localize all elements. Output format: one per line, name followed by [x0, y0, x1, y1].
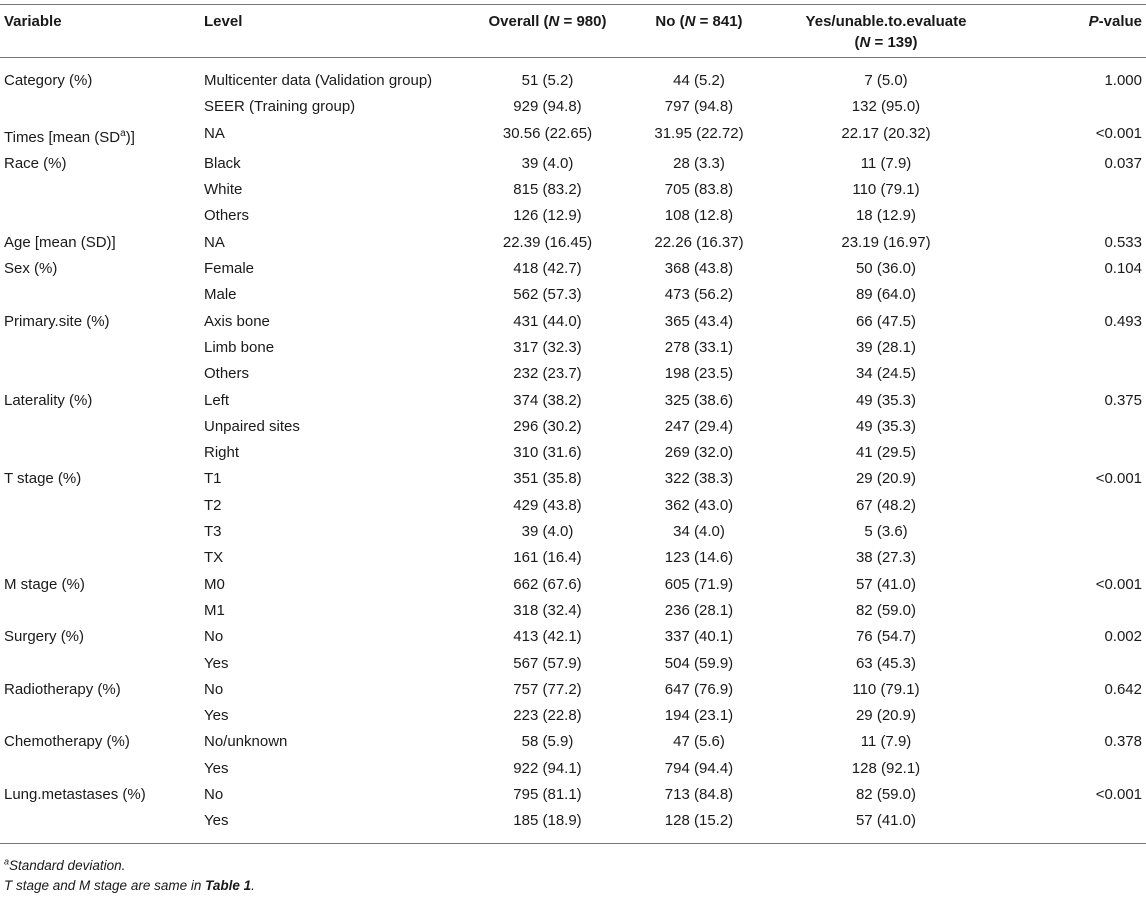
cell-pvalue: [999, 414, 1146, 440]
table-row: [0, 624, 1146, 650]
cell-pvalue: [999, 177, 1146, 203]
cell-overall: 185 (18.9): [470, 808, 625, 843]
cell-variable: Laterality (%): [4, 391, 93, 409]
cell-pvalue: 0.037: [1104, 154, 1142, 172]
cell-yes: 63 (45.3): [855, 654, 917, 672]
header-overall: Overall (N = 980): [470, 5, 625, 58]
cell-yes: 41 (29.5): [855, 444, 917, 462]
cell-level: Axis bone: [204, 312, 270, 330]
cell-pvalue: [999, 203, 1146, 229]
cell-level: White: [204, 181, 243, 199]
cell-level: Limb bone: [204, 338, 275, 356]
cell-no: 362 (43.0): [664, 496, 734, 514]
cell-no: 647 (76.9): [664, 680, 734, 698]
cell-pvalue: [999, 493, 1146, 519]
cell-level: Others: [204, 207, 250, 225]
cell-level: Others: [204, 365, 250, 383]
cell-pvalue: [999, 361, 1146, 387]
cell-level: Left: [204, 391, 230, 409]
cell-overall: 317 (32.3): [513, 338, 582, 356]
cell-no: 365 (43.4): [664, 312, 734, 330]
cell-no: 797 (94.8): [664, 98, 734, 116]
cell-yes: 11 (7.9): [860, 733, 912, 751]
cell-overall: 58 (5.9): [521, 733, 574, 751]
cell-overall: 161 (16.4): [513, 549, 582, 567]
cell-variable: [0, 335, 200, 361]
cell-level: Right: [204, 444, 240, 462]
table-row: [0, 203, 1146, 229]
cell-pvalue: [999, 756, 1146, 782]
cell-yes: 57 (41.0): [855, 575, 917, 593]
cell-pvalue: [999, 703, 1146, 729]
cell-overall: 374 (38.2): [513, 391, 582, 409]
cell-variable: Times [mean $(SD^a)$]: [4, 127, 135, 146]
cell-yes: 67 (48.2): [855, 496, 917, 514]
cell-variable: M stage (%): [4, 575, 85, 593]
cell-overall: 39 (4.0): [521, 154, 574, 172]
cell-yes: 76 (54.7): [855, 628, 917, 646]
cell-no: 278 (33.1): [664, 338, 734, 356]
header-variable: Variable: [0, 5, 200, 58]
cell-pvalue: <0.001: [1095, 124, 1142, 142]
cell-yes: 18 (12.9): [855, 207, 917, 225]
cell-level: Black: [204, 154, 241, 172]
cell-yes: 7 (5.0): [864, 72, 908, 89]
cell-variable: [0, 414, 200, 440]
cell-level: TX: [204, 549, 224, 567]
cell-yes: 110 (79.1): [852, 680, 920, 698]
table-row: [0, 177, 1146, 203]
cell-level: T3: [204, 523, 222, 541]
cell-variable: [0, 361, 200, 387]
cell-level: No: [204, 680, 224, 698]
cell-overall: 922 (94.1): [513, 759, 582, 777]
cell-pvalue: 0.104: [1104, 260, 1142, 278]
cell-overall: 757 (77.2): [513, 680, 582, 698]
table-row: [0, 151, 1146, 177]
cell-yes: 50 (36.0): [855, 260, 917, 278]
cell-pvalue: <0.001: [1095, 786, 1142, 804]
cell-variable: [0, 94, 200, 120]
table-row: [0, 729, 1146, 755]
table-row: [0, 808, 1146, 843]
cell-overall: 662 (67.6): [513, 575, 582, 593]
cell-overall: 22.39 (16.45): [502, 233, 593, 251]
cell-variable: Chemotherapy (%): [4, 733, 130, 751]
cell-yes: 57 (41.0): [773, 808, 999, 843]
cell-overall: 310 (31.6): [513, 444, 582, 462]
cell-level: Yes: [200, 808, 470, 843]
cell-variable: Radiotherapy (%): [4, 680, 121, 698]
cell-overall: 929 (94.8): [513, 98, 582, 116]
cell-yes: 29 (20.9): [855, 470, 917, 488]
cell-overall: 51 (5.2): [521, 72, 574, 89]
cell-overall: 232 (23.7): [513, 365, 582, 383]
cell-pvalue: [999, 808, 1146, 843]
cell-pvalue: 0.375: [1104, 391, 1142, 409]
table-row: [0, 677, 1146, 703]
cell-pvalue: 0.493: [1104, 312, 1142, 330]
cell-yes: 34 (24.5): [855, 365, 917, 383]
cell-overall: 418 (42.7): [513, 260, 582, 278]
table-row: [0, 361, 1146, 387]
cell-yes: 82 (59.0): [855, 601, 917, 619]
cell-overall: 795 (81.1): [513, 786, 582, 804]
cell-no: 31.95 (22.72): [654, 124, 744, 142]
cell-variable: Category (%): [4, 72, 93, 89]
cell-variable: Race (%): [4, 154, 67, 172]
cell-no: 322 (38.3): [664, 470, 734, 488]
cell-overall: 413 (42.1): [513, 628, 582, 646]
table-row: [0, 282, 1146, 308]
table-row: [0, 58, 1146, 95]
cell-variable: Surgery (%): [4, 628, 85, 646]
cell-variable: Sex (%): [4, 260, 58, 278]
table-row: [0, 782, 1146, 808]
table-row: [0, 493, 1146, 519]
cell-no: 504 (59.9): [664, 654, 734, 672]
header-level: Level: [200, 5, 470, 58]
cell-no: 794 (94.4): [664, 759, 734, 777]
table-row: [0, 703, 1146, 729]
cell-pvalue: [999, 94, 1146, 120]
cell-variable: [0, 177, 200, 203]
cell-level: Yes: [204, 654, 229, 672]
cell-no: 28 (3.3): [673, 154, 725, 172]
footnote-1: $^a$Standard deviation.: [4, 856, 126, 873]
cell-overall: 30.56 (22.65): [502, 124, 593, 142]
cell-level: Yes: [204, 759, 229, 777]
cell-pvalue: [999, 598, 1146, 624]
data-table: [0, 4, 1146, 844]
cell-level: Female: [204, 260, 255, 278]
cell-no: 47 (5.6): [673, 733, 725, 751]
cell-variable: [0, 703, 200, 729]
cell-pvalue: [999, 545, 1146, 571]
cell-no: 44 (5.2): [673, 72, 725, 89]
cell-level: M1: [204, 601, 225, 619]
cell-variable: [0, 651, 200, 677]
cell-yes: 132 (95.0): [851, 98, 921, 116]
table-row: [0, 388, 1146, 414]
footnote-2: T stage and M stage are same in Table 1.: [4, 878, 255, 893]
cell-no: 194 (23.1): [664, 707, 734, 725]
cell-overall: 351 (35.8): [513, 470, 582, 488]
cell-yes: 39 (28.1): [855, 338, 917, 356]
table-footnotes: [4, 856, 255, 896]
cell-no: 247 (29.4): [664, 417, 734, 435]
cell-variable: [0, 756, 200, 782]
cell-overall: 296 (30.2): [513, 417, 582, 435]
table-row: [0, 414, 1146, 440]
table-row: [0, 598, 1146, 624]
cell-yes: 22.17 (20.32): [841, 124, 931, 142]
cell-variable: [0, 808, 200, 843]
cell-pvalue: <0.001: [1095, 575, 1142, 593]
cell-no: 128 (15.2): [625, 808, 773, 843]
cell-yes: 11 (7.9): [860, 154, 912, 172]
cell-level: T2: [204, 496, 222, 514]
cell-overall: 815 (83.2): [513, 181, 582, 199]
cell-yes: 49 (35.3): [855, 391, 917, 409]
table-row: [0, 756, 1146, 782]
cell-pvalue: [999, 282, 1146, 308]
cell-overall: 223 (22.8): [513, 707, 582, 725]
cell-no: 236 (28.1): [664, 601, 734, 619]
cell-variable: [0, 440, 200, 466]
cell-no: 337 (40.1): [664, 628, 734, 646]
cell-pvalue: [999, 519, 1146, 545]
cell-overall: 567 (57.9): [513, 654, 582, 672]
cell-variable: [0, 545, 200, 571]
cell-overall: 318 (32.4): [513, 601, 582, 619]
cell-level: Yes: [204, 707, 229, 725]
table-row: [0, 94, 1146, 120]
cell-variable: [0, 519, 200, 545]
cell-variable: [0, 493, 200, 519]
header-no: No (N = 841): [625, 5, 773, 58]
cell-yes: 49 (35.3): [855, 417, 917, 435]
cell-yes: 82 (59.0): [855, 786, 917, 804]
cell-no: 123 (14.6): [664, 549, 734, 567]
cell-no: 605 (71.9): [664, 575, 734, 593]
cell-variable: Lung.metastases (%): [4, 786, 146, 804]
cell-variable: [0, 282, 200, 308]
cell-variable: [0, 203, 200, 229]
table-row: [0, 651, 1146, 677]
table-row: [0, 545, 1146, 571]
table-body: [0, 58, 1146, 844]
cell-no: 108 (12.8): [664, 207, 734, 225]
cell-level: No: [204, 628, 224, 646]
table-row: [0, 466, 1146, 492]
cell-level: Unpaired sites: [204, 417, 300, 435]
table-row: [0, 335, 1146, 361]
table-row: [0, 309, 1146, 335]
cell-no: 198 (23.5): [664, 365, 734, 383]
cell-overall: 431 (44.0): [513, 312, 582, 330]
cell-level: No: [204, 786, 224, 804]
cell-pvalue: 0.642: [1104, 680, 1142, 698]
cell-overall: 429 (43.8): [513, 496, 582, 514]
cell-pvalue: <0.001: [1095, 470, 1142, 488]
cell-level: NA: [204, 233, 225, 251]
cell-variable: Primary.site (%): [4, 312, 110, 330]
cell-yes: 66 (47.5): [855, 312, 917, 330]
table-row: [0, 440, 1146, 466]
cell-no: 325 (38.6): [664, 391, 734, 409]
cell-level: Multicenter data (Validation group): [204, 72, 433, 89]
cell-pvalue: 0.533: [1104, 233, 1142, 251]
cell-variable: T stage (%): [4, 470, 82, 488]
cell-pvalue: 0.378: [1104, 733, 1142, 751]
cell-level: M0: [204, 575, 225, 593]
header-yes: Yes/unable.to.evaluate (N = 139): [773, 5, 999, 58]
cell-no: 368 (43.8): [664, 260, 734, 278]
cell-yes: 110 (79.1): [852, 181, 920, 199]
table-row: [0, 519, 1146, 545]
cell-pvalue: 0.002: [1104, 628, 1142, 646]
cell-no: 713 (84.8): [664, 786, 734, 804]
cell-no: 34 (4.0): [673, 523, 725, 541]
cell-pvalue: [999, 440, 1146, 466]
cell-level: T1: [204, 470, 222, 488]
cell-level: NA: [204, 124, 225, 142]
table-row: [0, 572, 1146, 598]
cell-pvalue: [999, 651, 1146, 677]
cell-yes: 89 (64.0): [855, 286, 917, 304]
cell-yes: 23.19 (16.97): [841, 233, 931, 251]
cell-yes: 5 (3.6): [864, 523, 908, 541]
table-row: [0, 230, 1146, 256]
header-pvalue: P-value: [999, 5, 1146, 58]
cell-no: 473 (56.2): [664, 286, 734, 304]
cell-variable: Age [mean (SD)]: [4, 233, 116, 251]
cell-yes: 128 (92.1): [851, 759, 921, 777]
cell-variable: [0, 598, 200, 624]
table-row: [0, 256, 1146, 282]
cell-overall: 562 (57.3): [513, 286, 582, 304]
cell-pvalue: 1.000: [1104, 72, 1142, 89]
cell-level: Male: [204, 286, 237, 304]
cell-overall: 39 (4.0): [521, 523, 574, 541]
cell-yes: 38 (27.3): [855, 549, 917, 567]
cell-no: 22.26 (16.37): [654, 233, 744, 251]
cell-no: 269 (32.0): [664, 444, 734, 462]
cell-yes: 29 (20.9): [855, 707, 917, 725]
cell-overall: 126 (12.9): [513, 207, 582, 225]
cell-no: 705 (83.8): [664, 181, 734, 199]
cell-level: No/unknown: [204, 733, 288, 751]
table-row: [0, 121, 1146, 151]
cell-level: SEER (Training group): [204, 98, 356, 116]
table-header: [0, 5, 1146, 58]
cell-pvalue: [999, 335, 1146, 361]
